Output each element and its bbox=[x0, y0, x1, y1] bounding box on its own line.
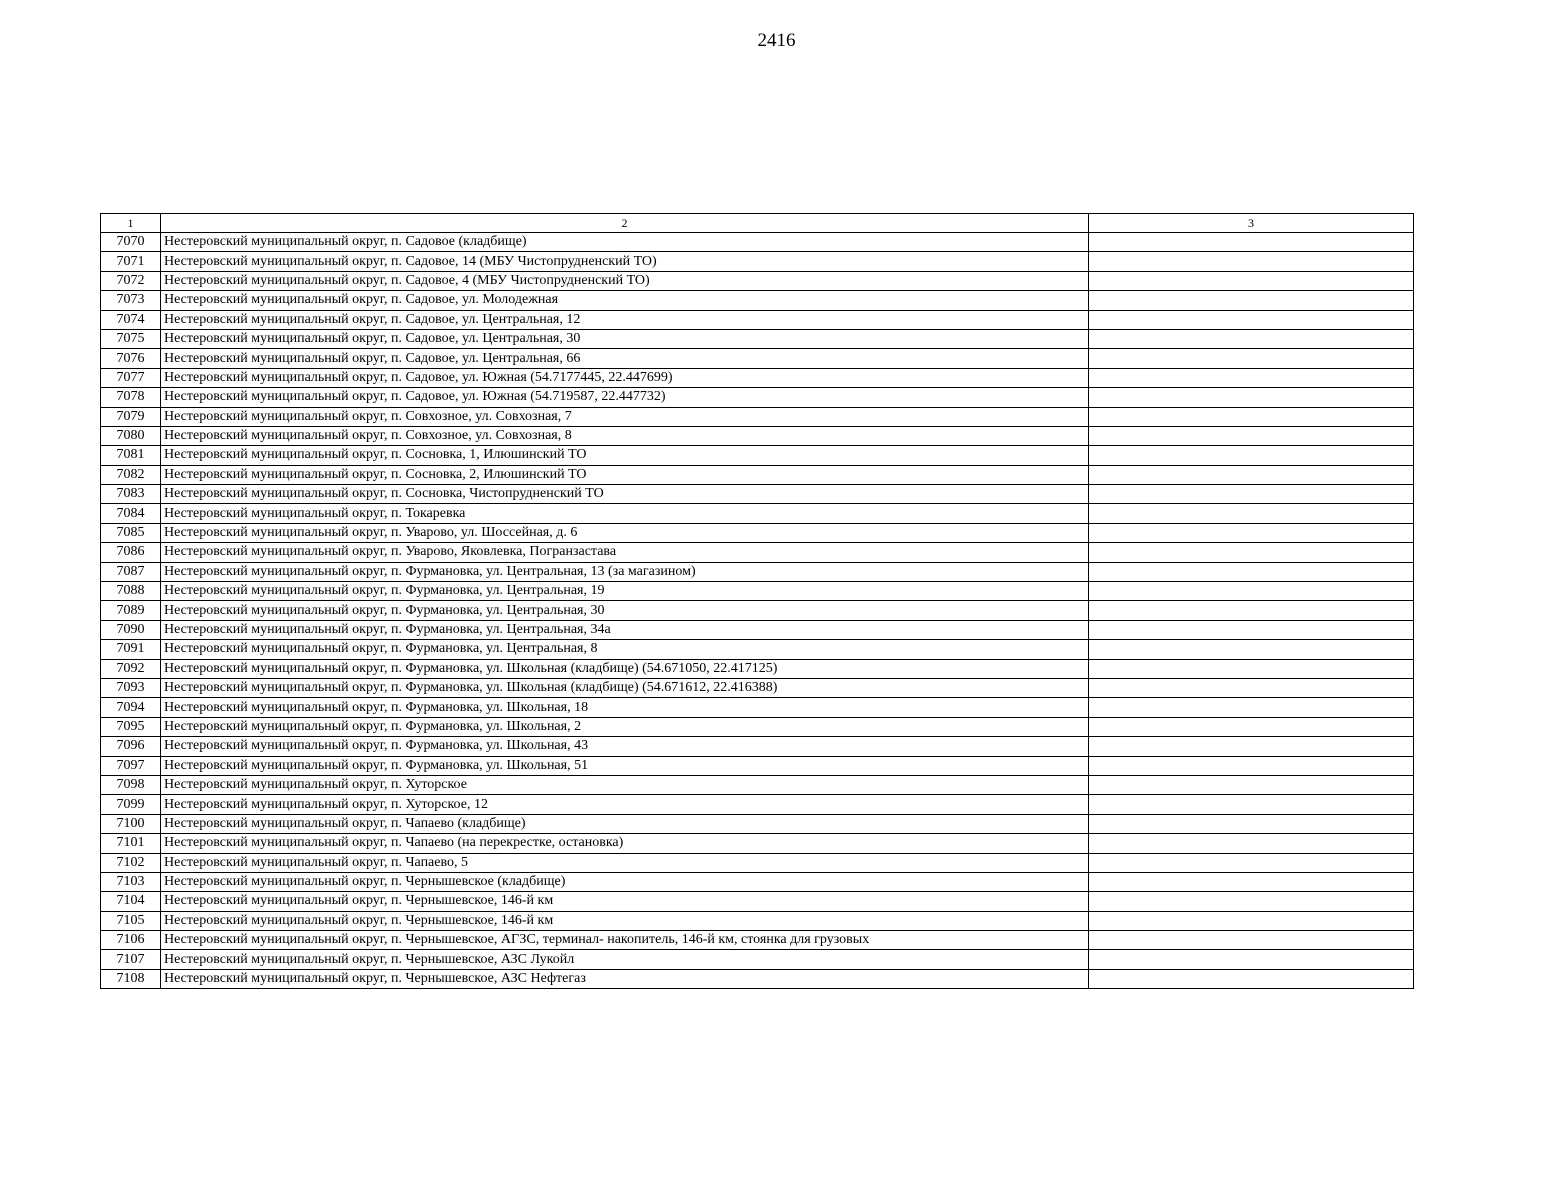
row-number-cell: 7080 bbox=[101, 426, 161, 445]
table-row bbox=[101, 291, 1414, 310]
row-name-cell: Нестеровский муниципальный округ, п. Сосновка, 1, Илюшинский ТО bbox=[161, 446, 1089, 465]
row-name-cell: Нестеровский муниципальный округ, п. Садовое (кладбище) bbox=[161, 233, 1089, 252]
row-extra-cell bbox=[1089, 756, 1414, 775]
row-name-cell: Нестеровский муниципальный округ, п. Совхозное, ул. Совхозная, 8 bbox=[161, 426, 1089, 445]
row-number-cell: 7085 bbox=[101, 523, 161, 542]
row-name-cell: Нестеровский муниципальный округ, п. Фурмановка, ул. Школьная (кладбище) (54.671612, 22.416388) bbox=[161, 678, 1089, 697]
row-number-cell: 7086 bbox=[101, 543, 161, 562]
row-extra-cell bbox=[1089, 911, 1414, 930]
row-name-cell: Нестеровский муниципальный округ, п. Совхозное, ул. Совхозная, 7 bbox=[161, 407, 1089, 426]
row-name-cell: Нестеровский муниципальный округ, п. Чернышевское (кладбище) bbox=[161, 872, 1089, 891]
row-extra-cell bbox=[1089, 291, 1414, 310]
row-extra-cell bbox=[1089, 872, 1414, 891]
row-extra-cell bbox=[1089, 678, 1414, 697]
table-row bbox=[101, 601, 1414, 620]
table-row bbox=[101, 562, 1414, 581]
row-extra-cell bbox=[1089, 737, 1414, 756]
row-extra-cell bbox=[1089, 271, 1414, 290]
row-name-cell: Нестеровский муниципальный округ, п. Чапаево (кладбище) bbox=[161, 814, 1089, 833]
row-name-cell: Нестеровский муниципальный округ, п. Токаревка bbox=[161, 504, 1089, 523]
row-name-cell: Нестеровский муниципальный округ, п. Фурмановка, ул. Школьная, 18 bbox=[161, 698, 1089, 717]
row-extra-cell bbox=[1089, 814, 1414, 833]
row-name-cell: Нестеровский муниципальный округ, п. Сосновка, 2, Илюшинский ТО bbox=[161, 465, 1089, 484]
row-extra-cell bbox=[1089, 698, 1414, 717]
header-col-1: 1 bbox=[101, 214, 161, 233]
row-name-cell: Нестеровский муниципальный округ, п. Садовое, 4 (МБУ Чистопрудненский ТО) bbox=[161, 271, 1089, 290]
row-extra-cell bbox=[1089, 892, 1414, 911]
table-row bbox=[101, 310, 1414, 329]
table-row bbox=[101, 950, 1414, 969]
row-name-cell: Нестеровский муниципальный округ, п. Садовое, ул. Центральная, 30 bbox=[161, 329, 1089, 348]
table-body bbox=[101, 214, 1414, 989]
row-name-cell: Нестеровский муниципальный округ, п. Садовое, ул. Южная (54.7177445, 22.447699) bbox=[161, 368, 1089, 387]
row-extra-cell bbox=[1089, 504, 1414, 523]
table-row bbox=[101, 349, 1414, 368]
row-extra-cell bbox=[1089, 426, 1414, 445]
row-extra-cell bbox=[1089, 349, 1414, 368]
row-extra-cell bbox=[1089, 485, 1414, 504]
row-extra-cell bbox=[1089, 233, 1414, 252]
row-number-cell: 7099 bbox=[101, 795, 161, 814]
row-extra-cell bbox=[1089, 407, 1414, 426]
row-extra-cell bbox=[1089, 543, 1414, 562]
row-extra-cell bbox=[1089, 582, 1414, 601]
row-number-cell: 7071 bbox=[101, 252, 161, 271]
row-name-cell: Нестеровский муниципальный округ, п. Фурмановка, ул. Центральная, 8 bbox=[161, 640, 1089, 659]
row-name-cell: Нестеровский муниципальный округ, п. Уварово, ул. Шоссейная, д. 6 bbox=[161, 523, 1089, 542]
table-row bbox=[101, 795, 1414, 814]
table-row bbox=[101, 969, 1414, 988]
row-number-cell: 7092 bbox=[101, 659, 161, 678]
table-row bbox=[101, 872, 1414, 891]
row-name-cell: Нестеровский муниципальный округ, п. Сосновка, Чистопрудненский ТО bbox=[161, 485, 1089, 504]
row-name-cell: Нестеровский муниципальный округ, п. Хуторское, 12 bbox=[161, 795, 1089, 814]
row-number-cell: 7104 bbox=[101, 892, 161, 911]
row-extra-cell bbox=[1089, 775, 1414, 794]
row-name-cell: Нестеровский муниципальный округ, п. Чапаево, 5 bbox=[161, 853, 1089, 872]
row-number-cell: 7097 bbox=[101, 756, 161, 775]
row-name-cell: Нестеровский муниципальный округ, п. Фурмановка, ул. Школьная, 43 bbox=[161, 737, 1089, 756]
row-name-cell: Нестеровский муниципальный округ, п. Чернышевское, АЗС Лукойл bbox=[161, 950, 1089, 969]
row-extra-cell bbox=[1089, 562, 1414, 581]
row-name-cell: Нестеровский муниципальный округ, п. Фурмановка, ул. Школьная (кладбище) (54.671050, 22.417125) bbox=[161, 659, 1089, 678]
table-row bbox=[101, 834, 1414, 853]
page-number: 2416 bbox=[757, 30, 796, 51]
row-number-cell: 7083 bbox=[101, 485, 161, 504]
table-row bbox=[101, 853, 1414, 872]
row-name-cell: Нестеровский муниципальный округ, п. Садовое, ул. Молодежная bbox=[161, 291, 1089, 310]
row-extra-cell bbox=[1089, 717, 1414, 736]
row-name-cell: Нестеровский муниципальный округ, п. Уварово, Яковлевка, Погранзастава bbox=[161, 543, 1089, 562]
row-number-cell: 7100 bbox=[101, 814, 161, 833]
row-number-cell: 7070 bbox=[101, 233, 161, 252]
row-extra-cell bbox=[1089, 620, 1414, 639]
table-row bbox=[101, 737, 1414, 756]
row-extra-cell bbox=[1089, 523, 1414, 542]
row-extra-cell bbox=[1089, 640, 1414, 659]
table-row bbox=[101, 931, 1414, 950]
row-extra-cell bbox=[1089, 795, 1414, 814]
row-extra-cell bbox=[1089, 659, 1414, 678]
row-number-cell: 7082 bbox=[101, 465, 161, 484]
table-row bbox=[101, 388, 1414, 407]
table-row bbox=[101, 252, 1414, 271]
row-number-cell: 7107 bbox=[101, 950, 161, 969]
table-row bbox=[101, 911, 1414, 930]
row-number-cell: 7075 bbox=[101, 329, 161, 348]
table-row bbox=[101, 504, 1414, 523]
registry-table bbox=[100, 213, 1414, 989]
table-row bbox=[101, 678, 1414, 697]
table-row bbox=[101, 271, 1414, 290]
header-col-2: 2 bbox=[161, 214, 1089, 233]
row-extra-cell bbox=[1089, 252, 1414, 271]
row-number-cell: 7090 bbox=[101, 620, 161, 639]
row-number-cell: 7091 bbox=[101, 640, 161, 659]
row-name-cell: Нестеровский муниципальный округ, п. Фурмановка, ул. Школьная, 51 bbox=[161, 756, 1089, 775]
table-row bbox=[101, 814, 1414, 833]
table-row bbox=[101, 543, 1414, 562]
row-extra-cell bbox=[1089, 310, 1414, 329]
table-row bbox=[101, 368, 1414, 387]
row-name-cell: Нестеровский муниципальный округ, п. Фурмановка, ул. Школьная, 2 bbox=[161, 717, 1089, 736]
row-number-cell: 7106 bbox=[101, 931, 161, 950]
row-number-cell: 7105 bbox=[101, 911, 161, 930]
row-name-cell: Нестеровский муниципальный округ, п. Садовое, ул. Центральная, 12 bbox=[161, 310, 1089, 329]
table-row bbox=[101, 233, 1414, 252]
row-name-cell: Нестеровский муниципальный округ, п. Чернышевское, 146-й км bbox=[161, 911, 1089, 930]
row-number-cell: 7079 bbox=[101, 407, 161, 426]
row-number-cell: 7076 bbox=[101, 349, 161, 368]
table-row bbox=[101, 523, 1414, 542]
row-number-cell: 7103 bbox=[101, 872, 161, 891]
row-extra-cell bbox=[1089, 950, 1414, 969]
row-extra-cell bbox=[1089, 465, 1414, 484]
row-number-cell: 7088 bbox=[101, 582, 161, 601]
table-row bbox=[101, 620, 1414, 639]
table-row bbox=[101, 892, 1414, 911]
row-number-cell: 7093 bbox=[101, 678, 161, 697]
row-extra-cell bbox=[1089, 368, 1414, 387]
row-extra-cell bbox=[1089, 446, 1414, 465]
row-number-cell: 7078 bbox=[101, 388, 161, 407]
row-name-cell: Нестеровский муниципальный округ, п. Фурмановка, ул. Центральная, 13 (за магазином) bbox=[161, 562, 1089, 581]
row-extra-cell bbox=[1089, 931, 1414, 950]
row-number-cell: 7108 bbox=[101, 969, 161, 988]
row-number-cell: 7095 bbox=[101, 717, 161, 736]
table-row bbox=[101, 485, 1414, 504]
row-number-cell: 7077 bbox=[101, 368, 161, 387]
table-row bbox=[101, 659, 1414, 678]
row-number-cell: 7081 bbox=[101, 446, 161, 465]
table-row bbox=[101, 640, 1414, 659]
row-extra-cell bbox=[1089, 834, 1414, 853]
row-extra-cell bbox=[1089, 329, 1414, 348]
row-number-cell: 7087 bbox=[101, 562, 161, 581]
row-number-cell: 7101 bbox=[101, 834, 161, 853]
table-row bbox=[101, 329, 1414, 348]
table-row bbox=[101, 582, 1414, 601]
row-extra-cell bbox=[1089, 969, 1414, 988]
table-row bbox=[101, 407, 1414, 426]
row-name-cell: Нестеровский муниципальный округ, п. Фурмановка, ул. Центральная, 30 bbox=[161, 601, 1089, 620]
row-name-cell: Нестеровский муниципальный округ, п. Фурмановка, ул. Центральная, 19 bbox=[161, 582, 1089, 601]
row-name-cell: Нестеровский муниципальный округ, п. Чернышевское, 146-й км bbox=[161, 892, 1089, 911]
row-extra-cell bbox=[1089, 388, 1414, 407]
header-col-3: 3 bbox=[1089, 214, 1414, 233]
row-number-cell: 7096 bbox=[101, 737, 161, 756]
table-row bbox=[101, 426, 1414, 445]
table-row bbox=[101, 775, 1414, 794]
row-name-cell: Нестеровский муниципальный округ, п. Садовое, ул. Центральная, 66 bbox=[161, 349, 1089, 368]
table-row bbox=[101, 756, 1414, 775]
row-name-cell: Нестеровский муниципальный округ, п. Хуторское bbox=[161, 775, 1089, 794]
row-number-cell: 7102 bbox=[101, 853, 161, 872]
row-number-cell: 7084 bbox=[101, 504, 161, 523]
row-number-cell: 7074 bbox=[101, 310, 161, 329]
table-row bbox=[101, 465, 1414, 484]
table-row bbox=[101, 446, 1414, 465]
row-number-cell: 7073 bbox=[101, 291, 161, 310]
table-row bbox=[101, 717, 1414, 736]
row-number-cell: 7072 bbox=[101, 271, 161, 290]
table-row bbox=[101, 698, 1414, 717]
row-name-cell: Нестеровский муниципальный округ, п. Садовое, 14 (МБУ Чистопрудненский ТО) bbox=[161, 252, 1089, 271]
row-extra-cell bbox=[1089, 601, 1414, 620]
row-name-cell: Нестеровский муниципальный округ, п. Чернышевское, АГЗС, терминал- накопитель, 146-й км, стоянка для грузовых bbox=[161, 931, 1089, 950]
row-number-cell: 7089 bbox=[101, 601, 161, 620]
row-name-cell: Нестеровский муниципальный округ, п. Фурмановка, ул. Центральная, 34а bbox=[161, 620, 1089, 639]
table-header-row bbox=[101, 214, 1414, 233]
row-extra-cell bbox=[1089, 853, 1414, 872]
row-name-cell: Нестеровский муниципальный округ, п. Садовое, ул. Южная (54.719587, 22.447732) bbox=[161, 388, 1089, 407]
row-number-cell: 7098 bbox=[101, 775, 161, 794]
row-name-cell: Нестеровский муниципальный округ, п. Чапаево (на перекрестке, остановка) bbox=[161, 834, 1089, 853]
row-name-cell: Нестеровский муниципальный округ, п. Чернышевское, АЗС Нефтегаз bbox=[161, 969, 1089, 988]
row-number-cell: 7094 bbox=[101, 698, 161, 717]
